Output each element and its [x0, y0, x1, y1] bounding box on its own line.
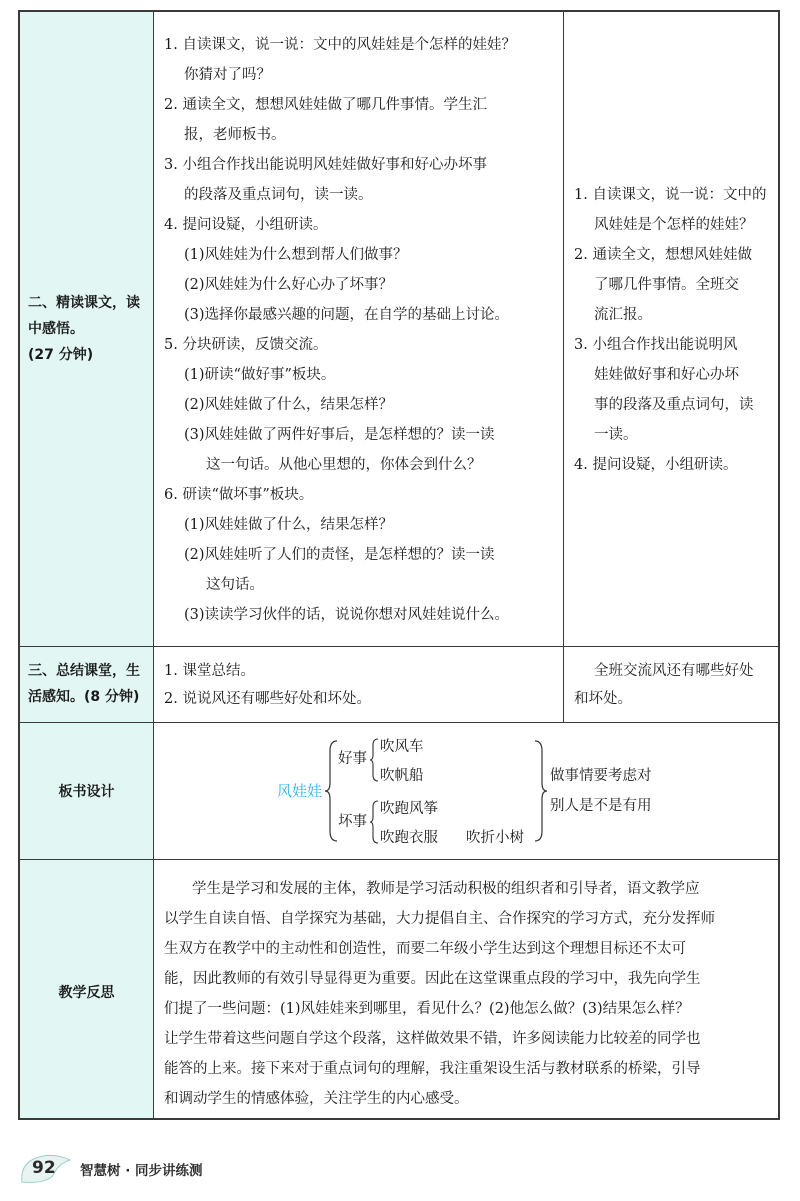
teacher-line: (1)研读“做好事”板块。	[184, 367, 336, 383]
stage-label-cell	[20, 12, 154, 646]
brace-good-icon	[369, 737, 379, 783]
stage-label-line: 三、总结课堂，生	[28, 663, 140, 679]
student-activity-cell	[564, 12, 778, 646]
teacher-activity-cell	[154, 647, 564, 722]
teacher-line: 6. 研读“做坏事”板块。	[164, 487, 314, 503]
stage-label-time: (27 分钟)	[28, 347, 94, 363]
board-label: 板书设计	[58, 784, 115, 800]
teacher-line: 1. 课堂总结。	[164, 663, 255, 679]
student-line: 1. 自读课文，说一说：文中的	[574, 187, 767, 203]
brace-bad-icon	[369, 799, 379, 845]
reflection-line: 生双方在教学中的主动性和创造性，而要二年级小学生达到这个理想目标还不太可	[164, 941, 686, 957]
reflection-line: 和调动学生的情感体验，关注学生的内心感受。	[164, 1091, 469, 1107]
board-center-word: 风娃娃	[277, 782, 323, 800]
row-board-design	[20, 723, 778, 860]
bad-deed-item: 吹跑衣服	[380, 830, 438, 846]
brace-right-icon	[534, 739, 548, 843]
teacher-line: 的段落及重点词句，读一读。	[184, 187, 373, 203]
stage-label-line: 活感知。(8 分钟)	[28, 689, 140, 705]
student-line: 一读。	[594, 427, 638, 443]
teacher-line: 2. 通读全文，想想风娃娃做了哪几件事情。学生汇	[164, 97, 487, 113]
student-line: 全班交流风还有哪些好处	[594, 663, 754, 679]
good-deed-item: 吹风车	[380, 739, 424, 755]
student-line: 了哪几件事情。全班交	[594, 277, 739, 293]
teacher-line: (1)风娃娃做了什么，结果怎样？	[184, 517, 394, 533]
reflection-line: 学生是学习和发展的主体，教师是学习活动积极的组织者和引导者，语文教学应	[192, 881, 700, 897]
teacher-line: (3)风娃娃做了两件好事后，是怎样想的？读一读	[184, 427, 495, 443]
teacher-line: (2)风娃娃做了什么，结果怎样？	[184, 397, 394, 413]
teacher-line: (2)风娃娃听了人们的责怪，是怎样想的？读一读	[184, 547, 495, 563]
teacher-line: (3)选择你最感兴趣的问题，在自学的基础上讨论。	[184, 307, 510, 323]
board-content-cell	[154, 723, 778, 859]
student-line: 3. 小组合作找出能说明风	[574, 337, 738, 353]
reflection-line: 们提了一些问题：(1)风娃娃来到哪里，看见什么？(2)他怎么做？(3)结果怎么样？	[164, 1001, 690, 1017]
board-conclusion-line: 别人是不是有用	[550, 798, 652, 814]
student-line: 和坏处。	[574, 691, 632, 707]
board-label-cell	[20, 723, 154, 859]
row-teaching-reflection	[20, 860, 778, 1118]
student-line: 2. 通读全文，想想风娃娃做	[574, 247, 752, 263]
page-number: 92	[32, 1158, 56, 1178]
lesson-plan-table	[18, 10, 780, 1120]
teacher-line: 4. 提问设疑，小组研读。	[164, 217, 328, 233]
brace-main-icon	[324, 739, 338, 843]
teacher-line: 你猜对了吗？	[184, 67, 271, 83]
teacher-line: 这一句话。从他心里想的，你体会到什么？	[206, 457, 482, 473]
reflection-label-cell	[20, 860, 154, 1118]
teacher-line: 3. 小组合作找出能说明风娃娃做好事和好心办坏事	[164, 157, 487, 173]
row-summary	[20, 647, 778, 723]
board-conclusion-line: 做事情要考虑对	[550, 768, 652, 784]
student-line: 事的段落及重点词句，读	[594, 397, 754, 413]
page-footer	[18, 1150, 318, 1190]
row-close-reading	[20, 12, 778, 647]
bad-deeds-label: 坏事	[338, 814, 367, 830]
teacher-line: 这句话。	[206, 577, 264, 593]
student-line: 娃娃做好事和好心办坏	[594, 367, 739, 383]
reflection-text-cell	[154, 860, 778, 1118]
teacher-line: (2)风娃娃为什么好心办了坏事？	[184, 277, 394, 293]
reflection-line: 以学生自读自悟、自学探究为基础，大力提倡自主、合作探究的学习方式，充分发挥师	[164, 911, 715, 927]
teacher-line: 5. 分块研读，反馈交流。	[164, 337, 328, 353]
reflection-line: 能答的上来。接下来对于重点词句的理解，我注重架设生活与教材联系的桥梁，引导	[164, 1061, 701, 1077]
reflection-line: 让学生带着这些问题自学这个段落，这样做效果不错，许多阅读能力比较差的同学也	[164, 1031, 701, 1047]
book-brand: 智慧树 · 同步讲练测	[80, 1163, 203, 1179]
teacher-activity-cell	[154, 12, 564, 646]
good-deed-item: 吹帆船	[380, 768, 424, 784]
reflection-line: 能，因此教师的有效引导显得更为重要。因此在这堂课重点段的学习中，我先向学生	[164, 971, 701, 987]
bad-deed-item: 吹折小树	[466, 830, 524, 846]
student-line: 流汇报。	[594, 307, 652, 323]
stage-label-cell	[20, 647, 154, 722]
student-line: 风娃娃是个怎样的娃娃？	[594, 217, 754, 233]
teacher-line: (3)读读学习伙伴的话，说说你想对风娃娃说什么。	[184, 607, 510, 623]
bad-deed-item: 吹跑风筝	[380, 801, 438, 817]
teacher-line: (1)风娃娃为什么想到帮人们做事？	[184, 247, 408, 263]
student-activity-cell	[564, 647, 778, 722]
teacher-line: 报，老师板书。	[184, 127, 286, 143]
good-deeds-label: 好事	[338, 751, 367, 767]
teacher-line: 1. 自读课文，说一说：文中的风娃娃是个怎样的娃娃？	[164, 37, 516, 53]
page-number-badge	[18, 1154, 72, 1182]
reflection-label: 教学反思	[58, 985, 115, 1001]
stage-label-line: 二、精读课文，读	[28, 295, 140, 311]
stage-label-line: 中感悟。	[28, 321, 84, 337]
student-line: 4. 提问设疑，小组研读。	[574, 457, 738, 473]
teacher-line: 2. 说说风还有哪些好处和坏处。	[164, 691, 371, 707]
